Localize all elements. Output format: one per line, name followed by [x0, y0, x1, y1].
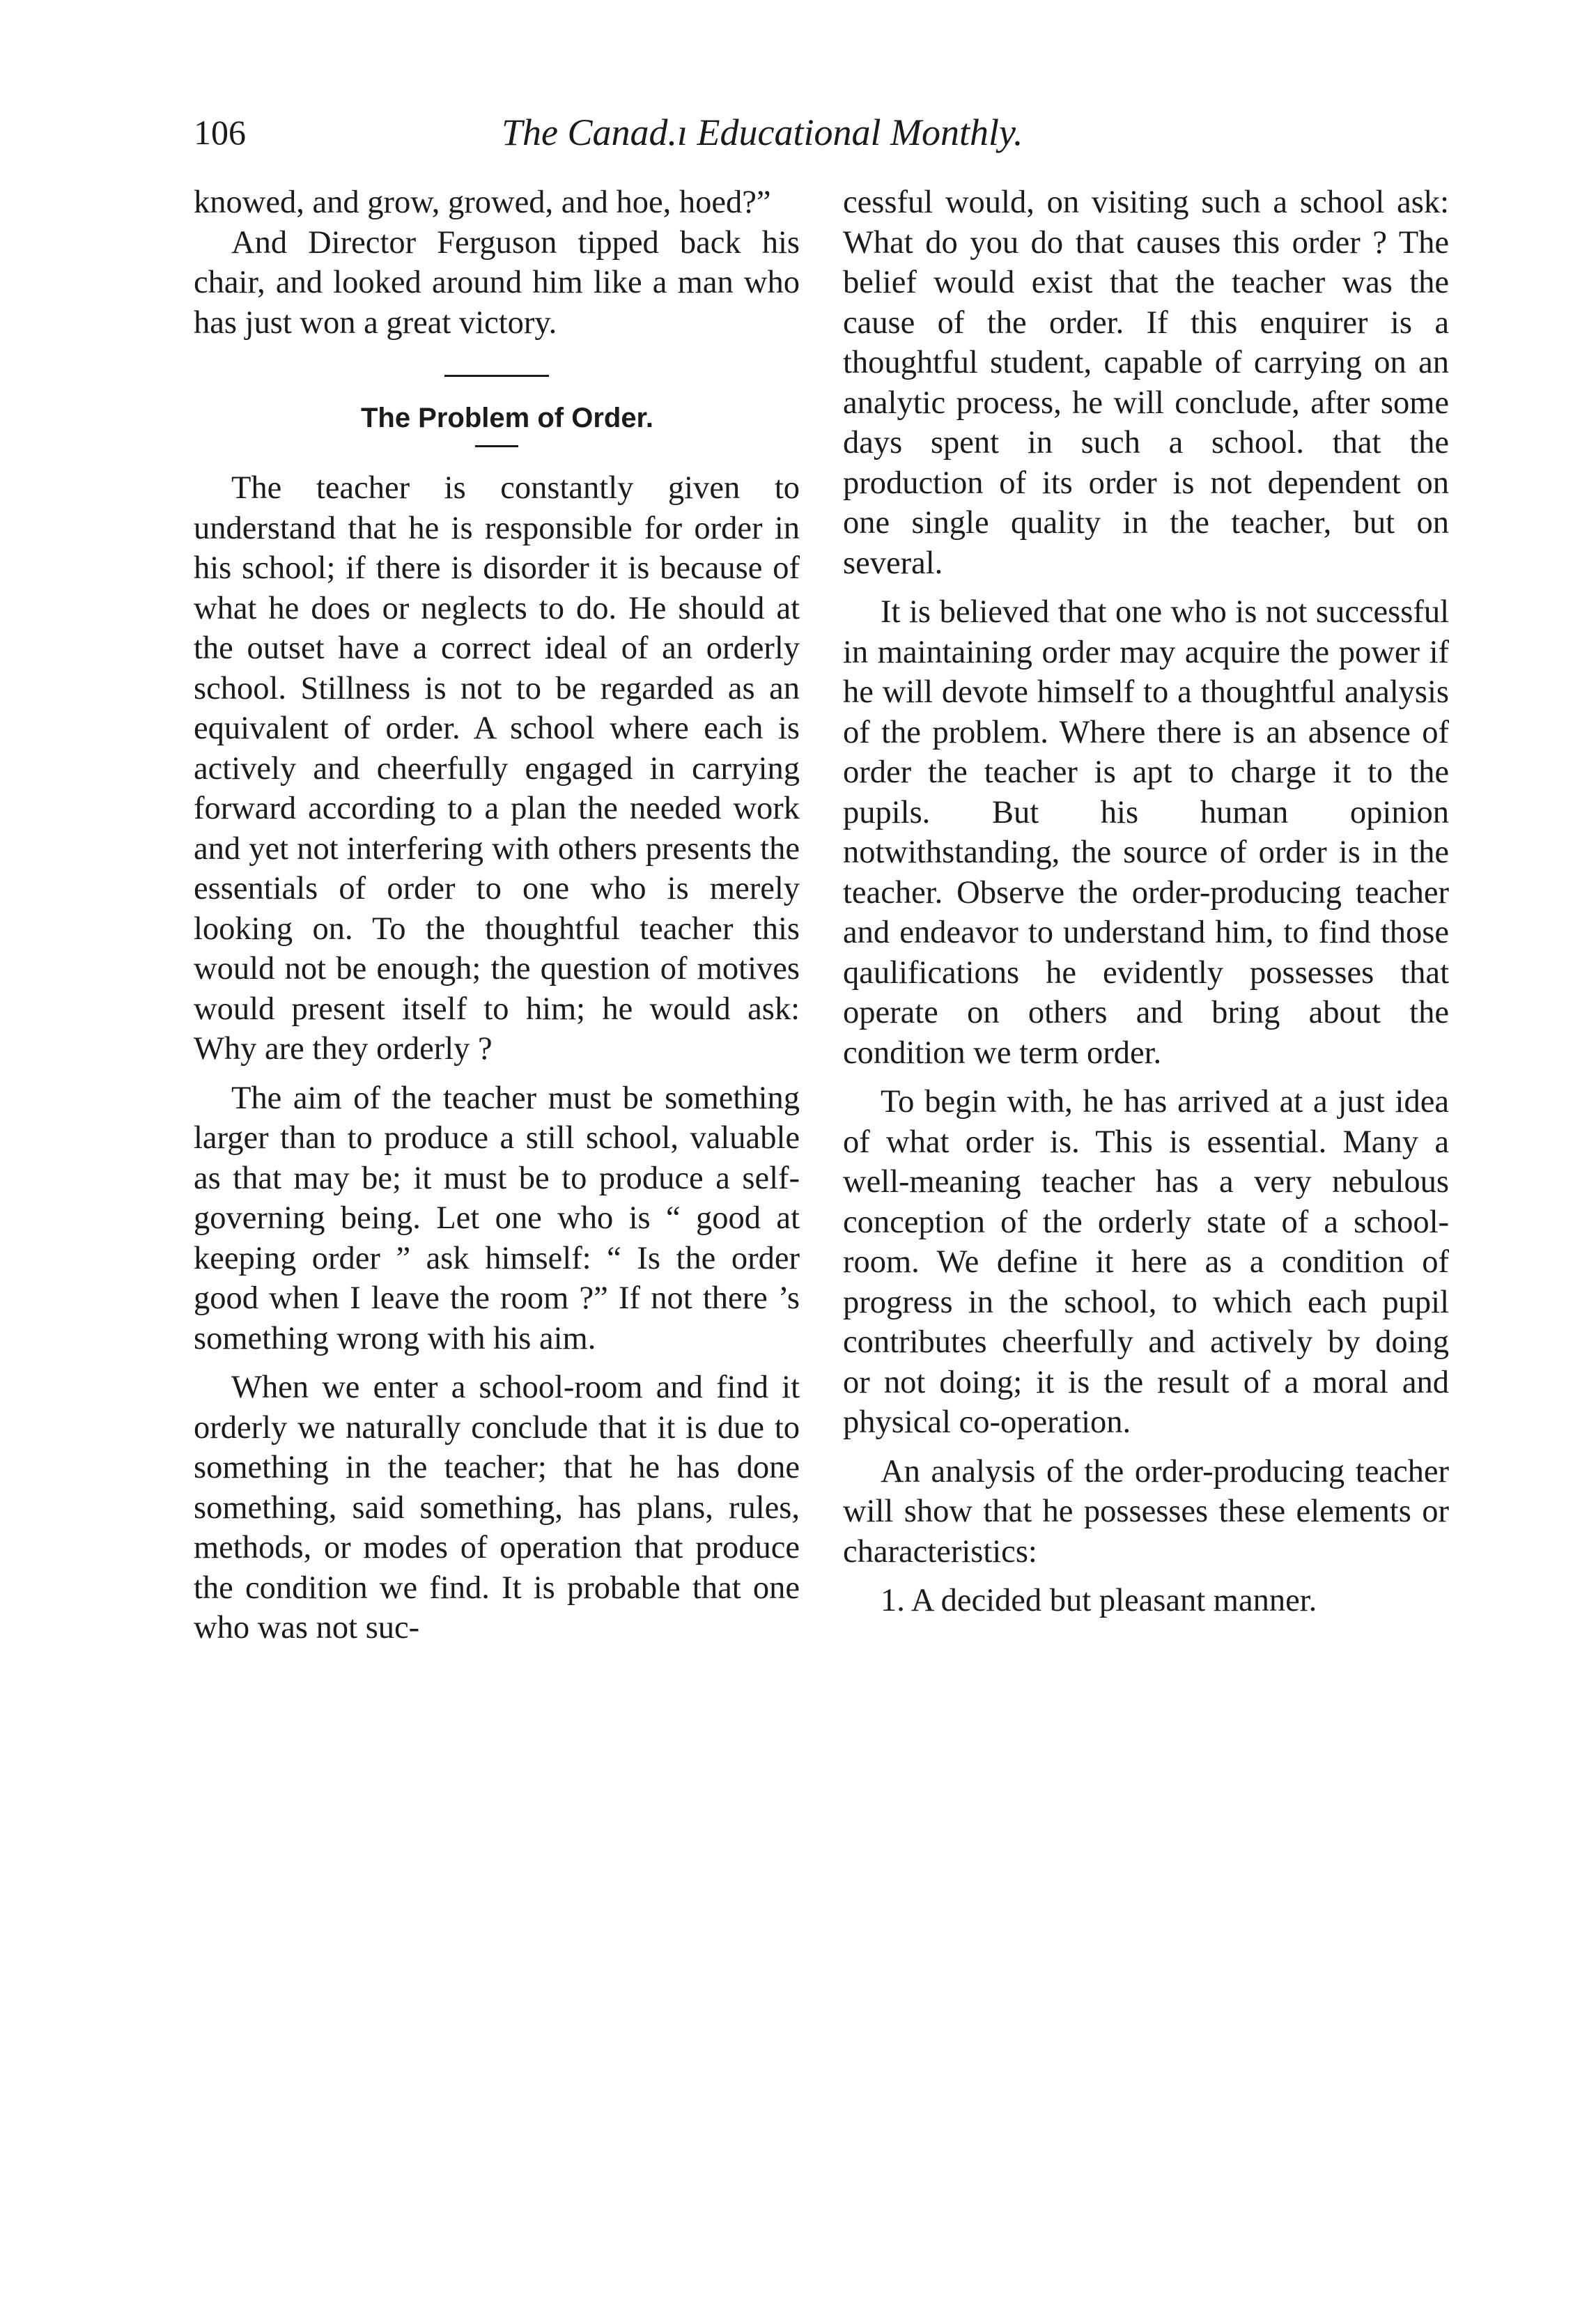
paragraph: It is believed that one who is not successful in maintaining order may acquire the power if he will devote himself to a thoughtful analysis of the problem. Where there is an absence of order the teacher is apt to charge it to the pupils. But his human opinion notwithstanding, the source of order is in the teacher. Observe the order-producing teacher and endeavor to understand him, to find those qaulifications he evidently possesses that operate on others and bring about the condition we term order. [843, 594, 1449, 1071]
paragraph: When we enter a school-room and find it orderly we naturally conclude that it is due to something in the teacher; that he has done something, said something, has plans, rules, methods, or modes of operation that produce the condition we find. It is probable that one who was not suc- [194, 1370, 800, 1646]
running-title: The Canad.ı Educational Monthly. [502, 111, 1023, 153]
list-item: 1. A decided but pleasant manner. [881, 1583, 1317, 1618]
paragraph: The teacher is constantly given to understand that he is responsible for order in his school; if there is disorder it is because of what he does or neglects to do. He should at the outset have a correct ideal of an orderly school. Stillness is not to be regarded as an equivalent of order. A school where each is actively and cheerfully engaged in carrying forward according to a plan the needed work and yet not interfering with others presents the essentials of order to one who is merely looking on. To the thoughtful teacher this would not be enough; the question of motives would present itself to him; he would ask: Why are they orderly ? [194, 470, 800, 1067]
right-column [843, 183, 1449, 1621]
paragraph: And Director Ferguson tipped back his chair, and looked around him like a man who has just won a great victory. [194, 224, 800, 341]
title-divider [475, 445, 518, 447]
paragraph: cessful would, on visiting such a school ask: What do you do that causes this order ? The belief would exist that the teacher was the cause of the order. If this enquirer is a thoughtful student, capable of carrying on an analytic process, he will conclude, after some days spent in such a school. that the production of its order is not dependent on one single quality in the teacher, but on several. [843, 185, 1449, 581]
paragraph: The aim of the teacher must be something larger than to produce a still school, valuable as that may be; it must be to produce a self-governing being. Let one who is “ good at keeping order ” ask himself: “ Is the order good when I leave the room ?” If not there ’s something wrong with his aim. [194, 1080, 800, 1356]
paragraph: An analysis of the order-producing teacher will show that he possesses these elements or characteristics: [843, 1453, 1449, 1570]
left-column [194, 183, 800, 1648]
paragraph: knowed, and grow, growed, and hoe, hoed?” [194, 185, 771, 220]
page-number: 106 [194, 113, 246, 152]
article-title: The Problem of Order. [360, 403, 654, 433]
section-divider [444, 375, 549, 377]
paragraph: To begin with, he has arrived at a just idea of what order is. This is essential. Many a well-meaning teacher has a very nebulous conception of the orderly state of a school-room. We define it here as a condition of progress in the school, to which each pupil contributes cheerfully and actively by doing or not doing; it is the result of a moral and physical co-operation. [843, 1084, 1449, 1440]
